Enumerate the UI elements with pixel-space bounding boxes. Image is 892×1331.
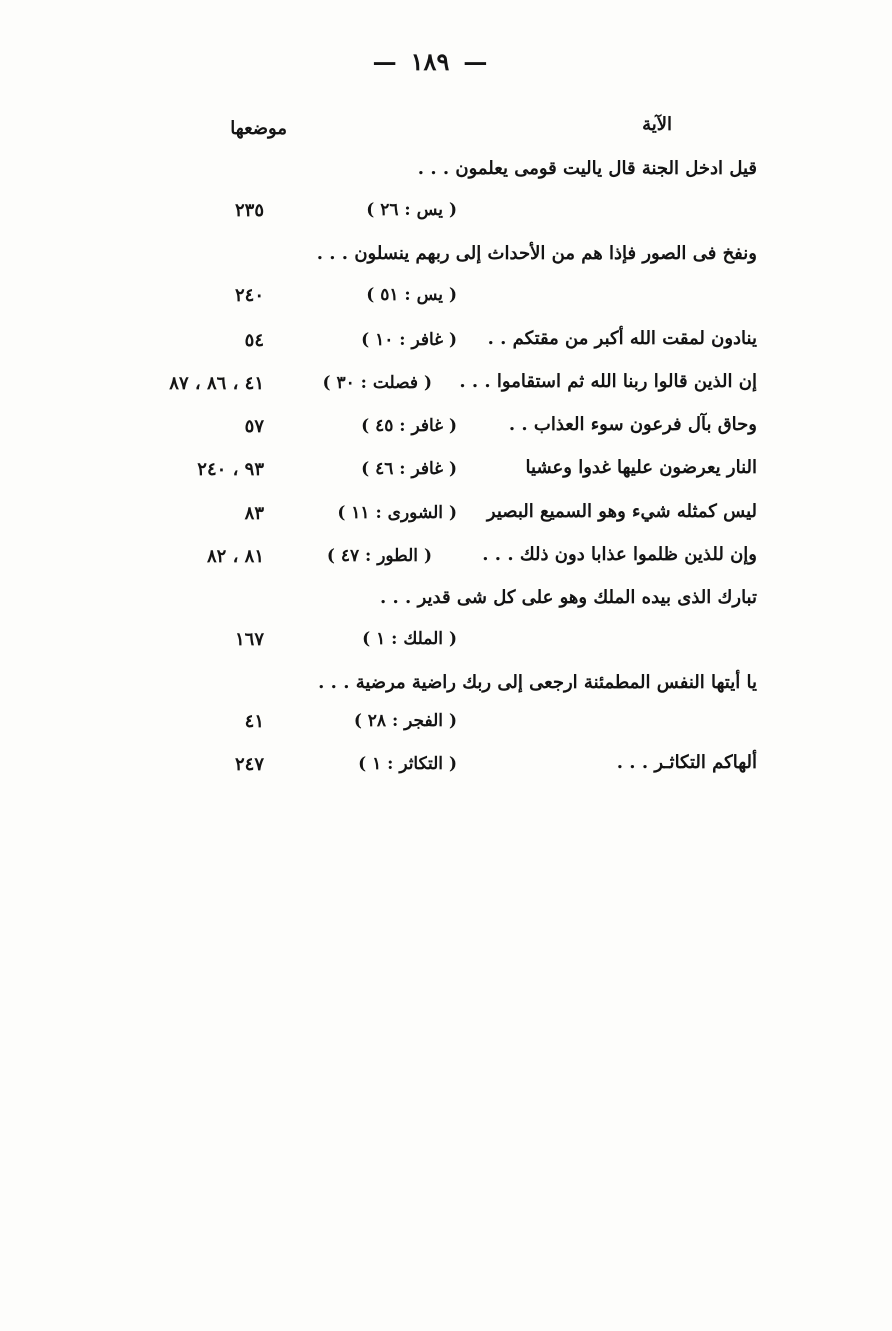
- verse-text: تبارك الذى بيده الملك وهو على كل شى قدير . . .: [379, 587, 757, 608]
- page-number: ١٨٩: [410, 47, 450, 76]
- position-pages: ٨٣: [244, 503, 264, 524]
- position-pages: ٥٤: [244, 330, 264, 351]
- verse-text: قيل ادخل الجنة قال ياليت قومى يعلمون . . .: [417, 158, 757, 179]
- verse-text: ألهاكم التكاثـر . . .: [616, 752, 757, 773]
- page-number-dash-right: —: [463, 47, 488, 76]
- column-header-position: موضعها: [230, 118, 287, 139]
- position-pages: ٨١ ، ٨٢: [206, 546, 264, 567]
- verse-reference: ( الشورى : ١١ ): [337, 503, 457, 523]
- verse-text: وحاق بآل فرعون سوء العذاب . .: [508, 414, 757, 435]
- position-pages: ٥٧: [244, 416, 264, 437]
- verse-reference: ( يس : ٢٦ ): [366, 200, 457, 220]
- position-pages: ٩٣ ، ٢٤٠: [197, 459, 264, 480]
- position-pages: ٤١: [244, 711, 264, 732]
- verse-text: ونفخ فى الصور فإذا هم من الأحداث إلى ربهم ينسلون . . .: [316, 243, 757, 264]
- position-pages: ١٦٧: [234, 629, 264, 650]
- verse-text: ينادون لمقت الله أكبر من مقتكم . .: [487, 328, 757, 349]
- column-header-verse: الآية: [642, 114, 672, 135]
- position-pages: ٢٤٧: [234, 754, 264, 775]
- verse-reference: ( غافر : ٤٥ ): [361, 416, 457, 436]
- verse-reference: ( الفجر : ٢٨ ): [353, 711, 457, 731]
- verse-text: النار يعرضون عليها غدوا وعشيا: [525, 457, 757, 478]
- verse-reference: ( الطور : ٤٧ ): [326, 546, 432, 566]
- verse-reference: ( الملك : ١ ): [362, 629, 457, 649]
- position-pages: ٤١ ، ٨٦ ، ٨٧: [169, 373, 264, 394]
- page-number-dash-left: —: [372, 47, 397, 76]
- verse-reference: ( غافر : ٤٦ ): [361, 459, 457, 479]
- page-number-line: [330, 47, 530, 76]
- position-pages: ٢٤٠: [234, 285, 264, 306]
- verse-text: إن الذين قالوا ربنا الله ثم استقاموا . . .: [459, 371, 757, 392]
- verse-text: وإن للذين ظلموا عذابا دون ذلك . . .: [482, 544, 757, 565]
- verse-reference: ( التكاثر : ١ ): [358, 754, 457, 774]
- verse-text: يا أيتها النفس المطمئنة ارجعى إلى ربك راضية مرضية . . .: [318, 672, 757, 693]
- verse-reference: ( يس : ٥١ ): [366, 285, 457, 305]
- verse-reference: ( غافر : ١٠ ): [361, 330, 457, 350]
- position-pages: ٢٣٥: [234, 200, 264, 221]
- verse-reference: ( فصلت : ٣٠ ): [322, 373, 432, 393]
- verse-text: ليس كمثله شيء وهو السميع البصير: [486, 501, 757, 522]
